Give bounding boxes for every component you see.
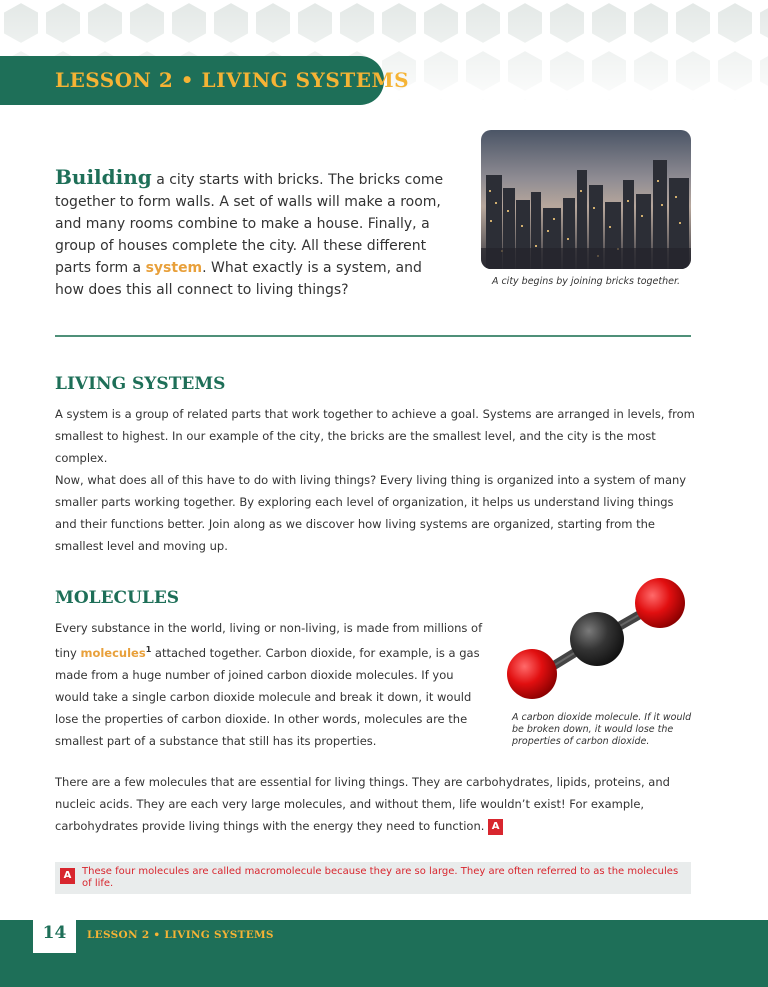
keyword-molecules[interactable]: molecules xyxy=(80,645,146,660)
intro-text-2: . What exactly is a system, and how does this all connect to living things? xyxy=(55,260,422,298)
lesson-title: LESSON 2 • LIVING SYSTEMS xyxy=(55,68,410,92)
molecules-text-a: Every substance in the world, living or non-living, is made from millions of tiny xyxy=(55,621,483,660)
note-text: These four molecules are called macromolecule because they are so large. They are often referred to as the molecules of life. xyxy=(82,866,679,889)
heading-molecules: MOLECULES xyxy=(55,588,180,608)
molecules-text-b: attached together. Carbon dioxide, for example, is a gas made from a huge number of joined carbon dioxide molecules. If you would take a single carbon dioxide molecule and break it down, it would lose the properties of carbon dioxide. In other words, molecules are the smallest part of a substance that still has its properties. xyxy=(55,645,480,748)
city-skyline-image xyxy=(481,130,691,269)
living-systems-paragraph-1: A system is a group of related parts that work together to achieve a goal. Systems are arranged in levels, from smallest to highest. In our example of the city, the bricks are the smallest level, and the city is the most complex. xyxy=(55,407,695,465)
living-systems-paragraph-2: Now, what does all of this have to do with living things? Every living thing is organized into a system of many smaller parts working together. By exploring each level of organization, it helps us understand living things and their functions better. Join along as we discover how living systems are organized, starting from the smallest level and moving up. xyxy=(55,473,687,553)
keyword-system[interactable]: system xyxy=(145,260,203,276)
margin-note xyxy=(55,862,691,894)
note-marker: A xyxy=(60,868,75,884)
molecules-paragraph-2-text: There are a few molecules that are essential for living things. They are carbohydrates, lipids, proteins, and nucleic acids. They are each very large molecules, and without them, life wouldn’t exist! For example, carbohydrates provide living things with the energy they need to function. xyxy=(55,775,670,833)
city-image-caption: A city begins by joining bricks together. xyxy=(491,276,681,287)
heading-living-systems: LIVING SYSTEMS xyxy=(55,374,226,394)
molecules-paragraph-1 xyxy=(55,617,487,752)
footnote-mark: 1 xyxy=(145,645,152,654)
section-divider xyxy=(55,335,691,337)
molecules-paragraph-2 xyxy=(55,771,695,837)
carbon-dioxide-molecule-image xyxy=(500,575,695,705)
intro-text-1: a city starts with bricks. The bricks come together to form walls. A set of walls will make a room, and many rooms combine to make a house. Finally, a group of houses complete the city. All these different parts form a xyxy=(55,172,444,276)
intro-paragraph xyxy=(55,166,455,301)
page-number: 14 xyxy=(42,923,67,943)
footer-lesson-label: LESSON 2 • LIVING SYSTEMS xyxy=(87,929,274,941)
intro-lead-word: Building xyxy=(55,165,152,189)
note-marker-badge[interactable]: A xyxy=(488,819,503,835)
molecule-image-caption: A carbon dioxide molecule. If it would be broken down, it would lose the properties of carbon dioxide. xyxy=(512,712,692,747)
